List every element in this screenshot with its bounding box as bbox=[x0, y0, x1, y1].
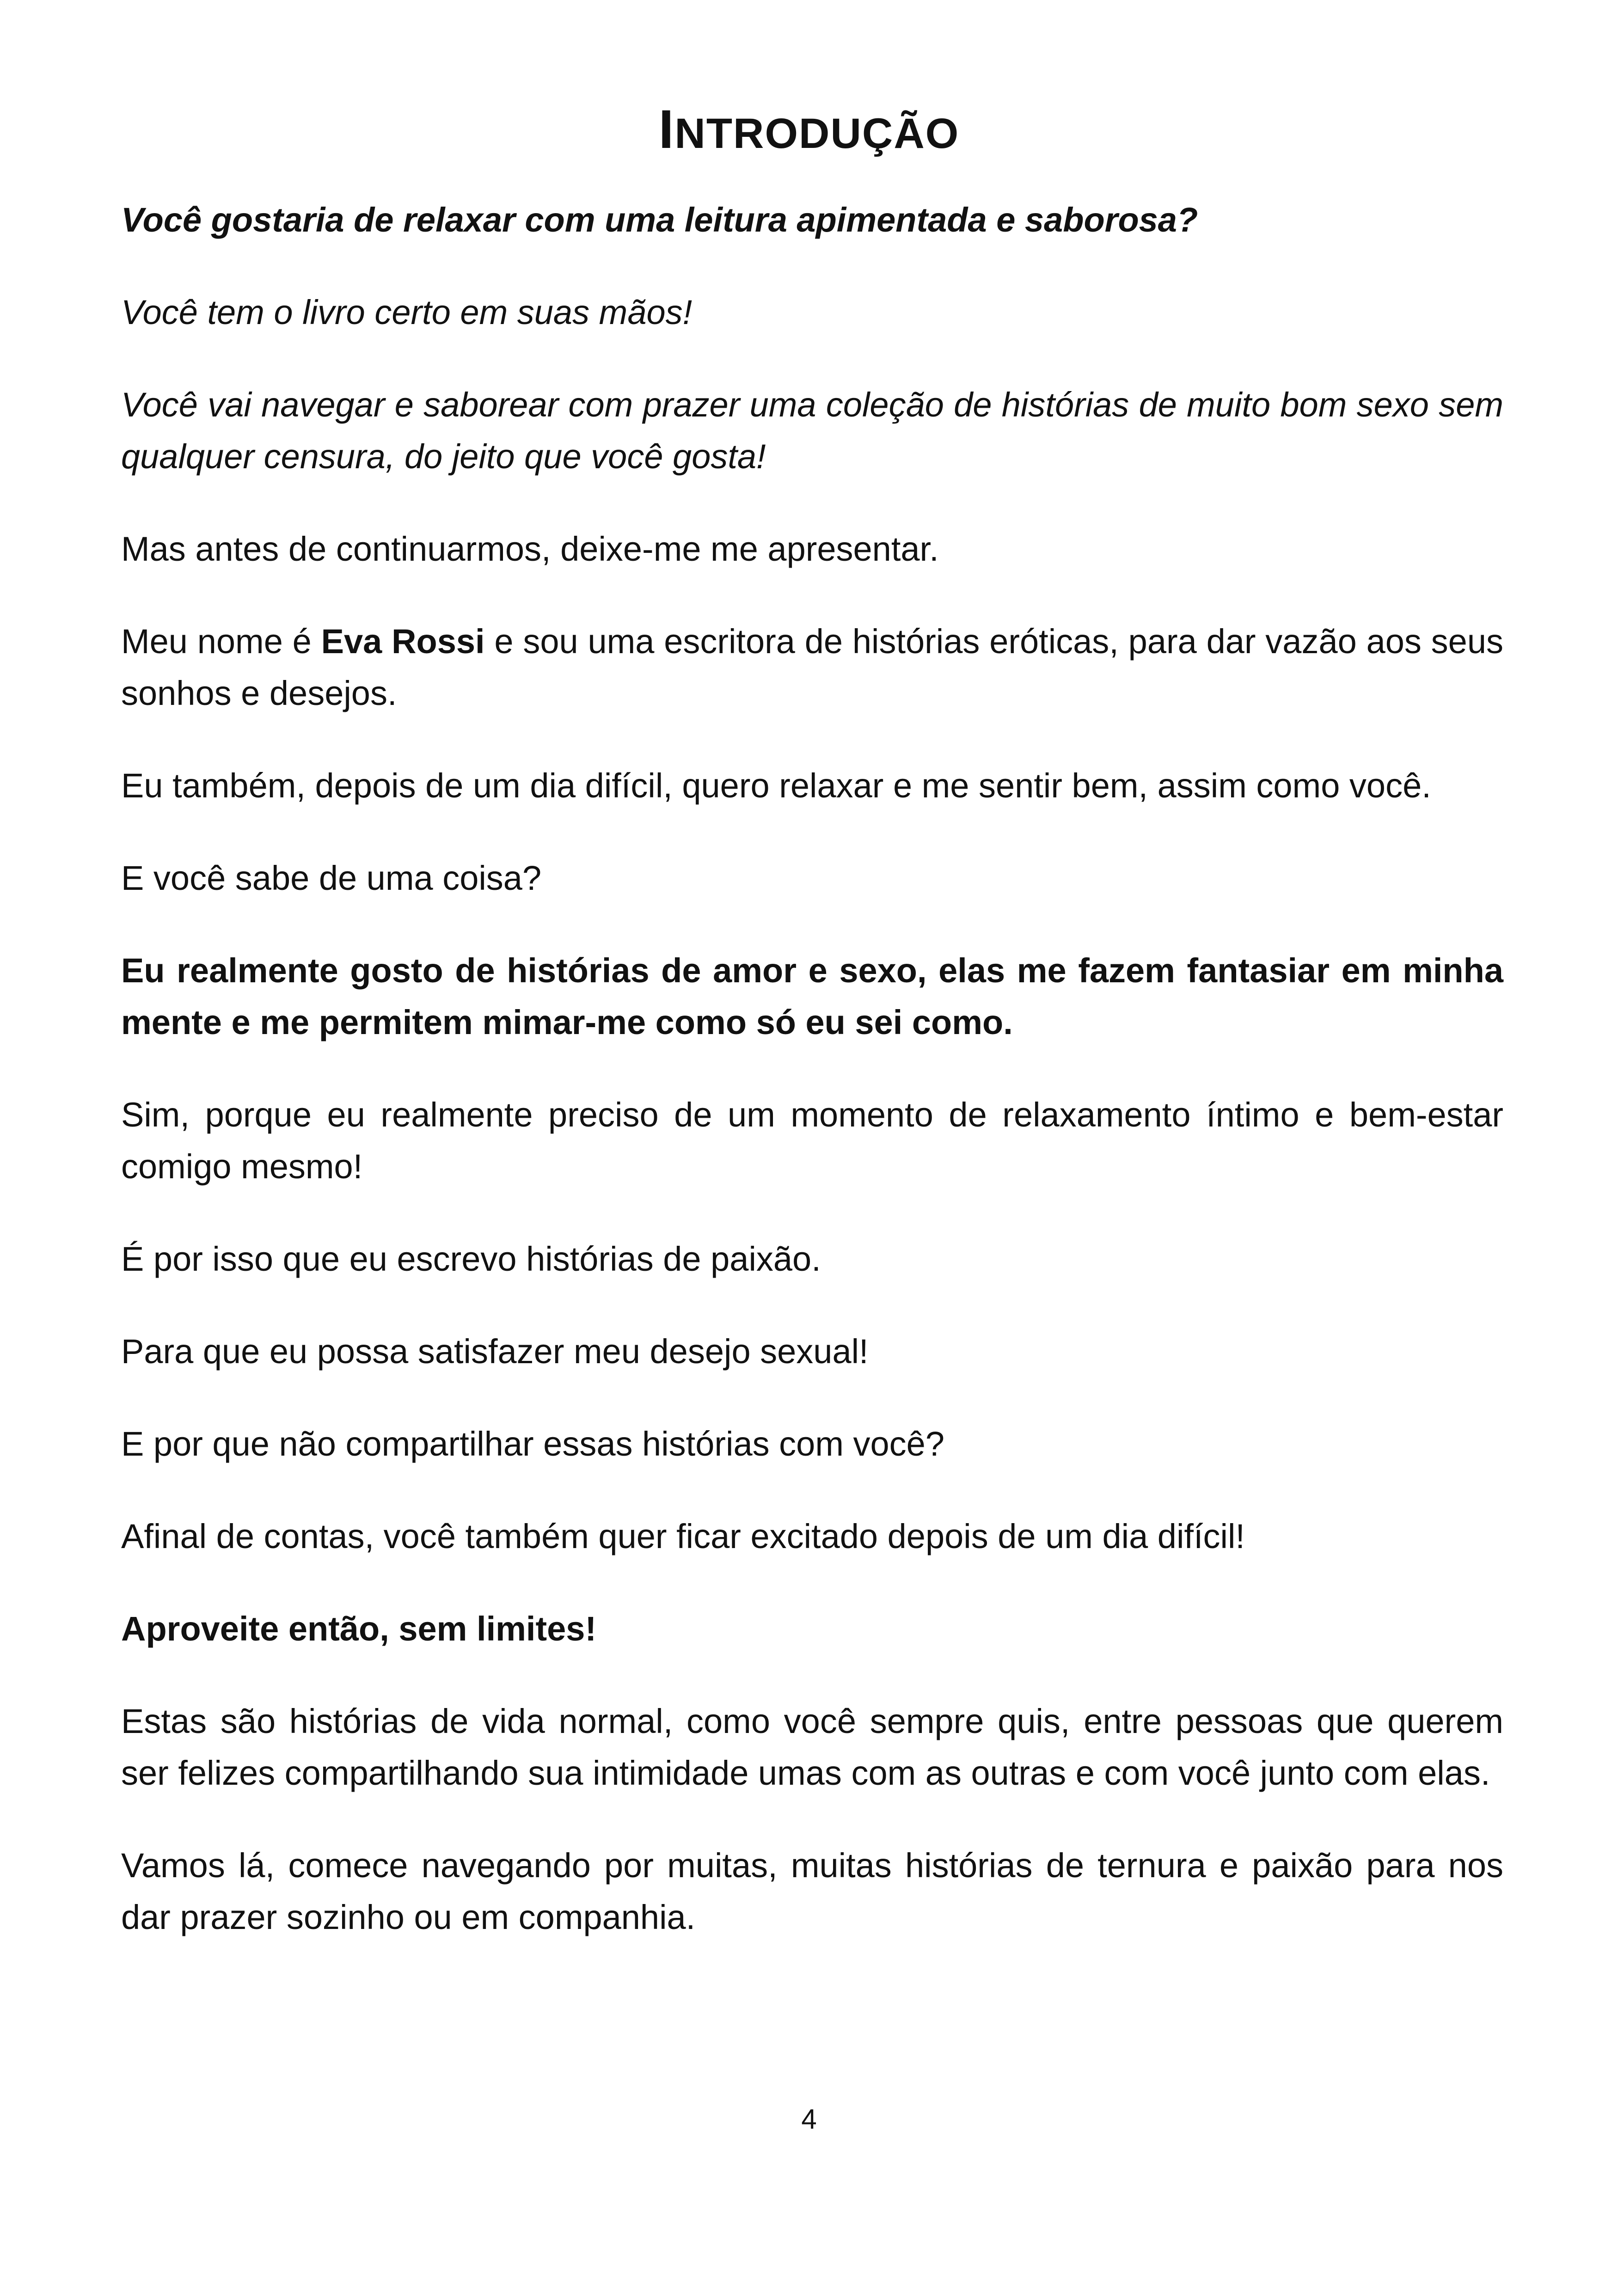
paragraph-7: E você sabe de uma coisa? bbox=[121, 859, 542, 897]
paragraph-9: Sim, porque eu realmente preciso de um momento de relaxamento íntimo e bem-estar comigo mesmo! bbox=[121, 1096, 1503, 1186]
body-text bbox=[121, 194, 1503, 1984]
title-rest: NTRODUÇÃO bbox=[674, 110, 960, 157]
paragraph-3: Você vai navegar e saborear com prazer uma coleção de histórias de muito bom sexo sem qualquer censura, do jeito que você gosta! bbox=[121, 386, 1503, 476]
paragraph-1: Você gostaria de relaxar com uma leitura apimentada e saborosa? bbox=[121, 201, 1198, 239]
paragraph-16: Vamos lá, comece navegando por muitas, muitas histórias de ternura e paixão para nos dar prazer sozinho ou em companhia. bbox=[121, 1846, 1503, 1936]
paragraph-12: E por que não compartilhar essas histórias com você? bbox=[121, 1425, 944, 1463]
paragraph-8: Eu realmente gosto de histórias de amor e sexo, elas me fazem fantasiar em minha mente e me permitem mimar-me como só eu sei como. bbox=[121, 951, 1503, 1041]
paragraph-6: Eu também, depois de um dia difícil, quero relaxar e me sentir bem, assim como você. bbox=[121, 766, 1431, 805]
page-title bbox=[0, 92, 1618, 171]
paragraph-15: Estas são histórias de vida normal, como você sempre quis, entre pessoas que querem ser felizes compartilhando sua intimidade umas com as outras e com você junto com elas. bbox=[121, 1702, 1503, 1792]
page-number: 4 bbox=[801, 2104, 817, 2135]
paragraph-5 bbox=[121, 616, 1503, 719]
title-first-letter: I bbox=[658, 99, 675, 160]
paragraph-10: É por isso que eu escrevo histórias de paixão. bbox=[121, 1240, 821, 1278]
paragraph-5-before: Meu nome é bbox=[121, 622, 321, 661]
paragraph-5-after: e sou uma escritora de histórias eróticas, para dar vazão aos seus sonhos e desejos. bbox=[121, 622, 1503, 712]
paragraph-2: Você tem o livro certo em suas mãos! bbox=[121, 293, 693, 331]
paragraph-11: Para que eu possa satisfazer meu desejo sexual! bbox=[121, 1332, 869, 1371]
paragraph-4: Mas antes de continuarmos, deixe-me me apresentar. bbox=[121, 530, 939, 568]
paragraph-14: Aproveite então, sem limites! bbox=[121, 1610, 597, 1648]
paragraph-13: Afinal de contas, você também quer ficar excitado depois de um dia difícil! bbox=[121, 1517, 1245, 1555]
author-name: Eva Rossi bbox=[321, 622, 485, 661]
